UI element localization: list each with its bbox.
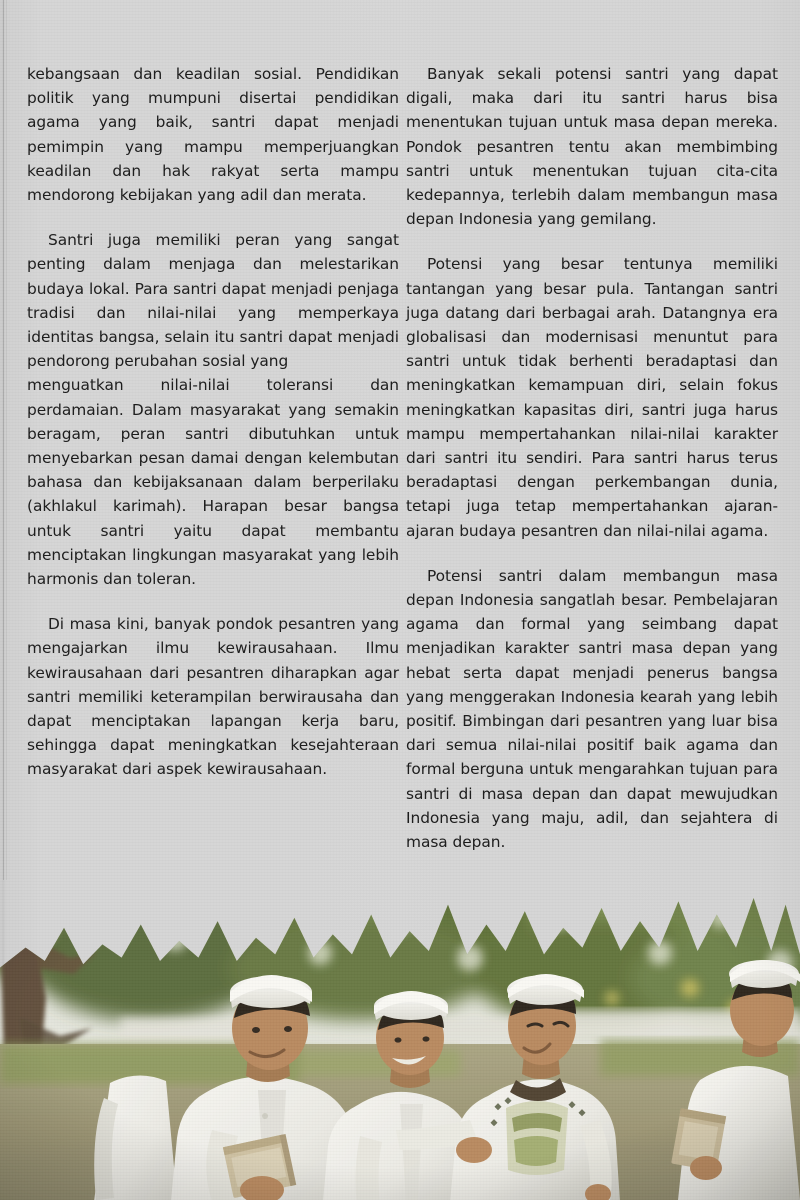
- text-column-left: [27, 62, 399, 782]
- paragraph: Di masa kini, banyak pondok pesantren yang mengajarkan ilmu kewirausahaan. Ilmu kewirausahaan dari pesantren diharapkan agar santri memiliki keterampilan berwirausaha dan dapat menciptakan lapangan kerja baru, sehingga dapat meningkatkan kesejahteraan masyarakat dari aspek kewirausahaan.: [27, 615, 399, 779]
- text-column-right: [406, 62, 778, 854]
- page-binding-line: [3, 0, 4, 880]
- paragraph: Banyak sekali potensi santri yang dapat digali, maka dari itu santri harus bisa menentukan tujuan untuk masa depan mereka. Pondok pesantren tentu akan membimbing santri untuk menentukan tujuan cita-cita kedepannya, terlebih dalam membangun masa depan Indonesia yang gemilang.: [406, 65, 778, 229]
- paragraph: Potensi santri dalam membangun masa depan Indonesia sangatlah besar. Pembelajaran agama dan formal yang seimbang dapat menjadikan karakter santri masa depan yang hebat serta dapat menjadi penerus bangsa yang menggerakan Indonesia kearah yang lebih positif. Bimbingan dari pesantren yang luar bisa dari semua nilai-nilai positif baik agama dan formal berguna untuk mengarahkan tujuan para santri di masa depan dan dapat mewujudkan Indonesia yang maju, adil, dan sejahtera di masa depan.: [406, 566, 778, 852]
- paragraph: kebangsaan dan keadilan sosial. Pendidikan politik yang mumpuni disertai pendidikan agama yang baik, santri dapat menjadi pemimpin yang mampu memperjuangkan keadilan dan hak rakyat serta mampu mendorong kebijakan yang adil dan merata.: [27, 65, 399, 205]
- paragraph: Potensi yang besar tentunya memiliki tantangan yang besar pula. Tantangan santri juga datang dari berbagai arah. Datangnya era globalisasi dan modernisasi menuntut para santri untuk tidak berhenti beradaptasi dan meningkatkan kemampuan diri, selain fokus meningkatkan kapasitas diri, santri juga harus mampu mempertahankan nilai-nilai karakter dari santri itu sendiri. Para santri harus terus beradaptasi dengan perkembangan dunia, tetapi juga tetap mempertahankan ajaran-ajaran budaya pesantren dan nilai-nilai agama.: [406, 255, 778, 540]
- santri-students-photo: [0, 868, 800, 1200]
- photo-torn-edge-container: [0, 868, 800, 1200]
- paragraph: Santri juga memiliki peran yang sangat penting dalam menjaga dan melestarikan budaya lokal. Para santri dapat menjadi penjaga tradisi dan nilai-nilai yang memperkaya identitas bangsa, selain itu santri dapat menjadi pendorong perubahan sosial yang: [27, 231, 399, 371]
- paragraph: menguatkan nilai-nilai toleransi dan perdamaian. Dalam masyarakat yang semakin beragam, peran santri dibutuhkan untuk menyebarkan pesan damai dengan kelembutan bahasa dan kebijaksanaan dalam berperilaku (akhlakul karimah). Harapan besar bangsa untuk santri yaitu dapat membantu menciptakan lingkungan masyarakat yang lebih harmonis dan toleran.: [27, 376, 399, 589]
- page-binding-line-secondary: [6, 0, 7, 880]
